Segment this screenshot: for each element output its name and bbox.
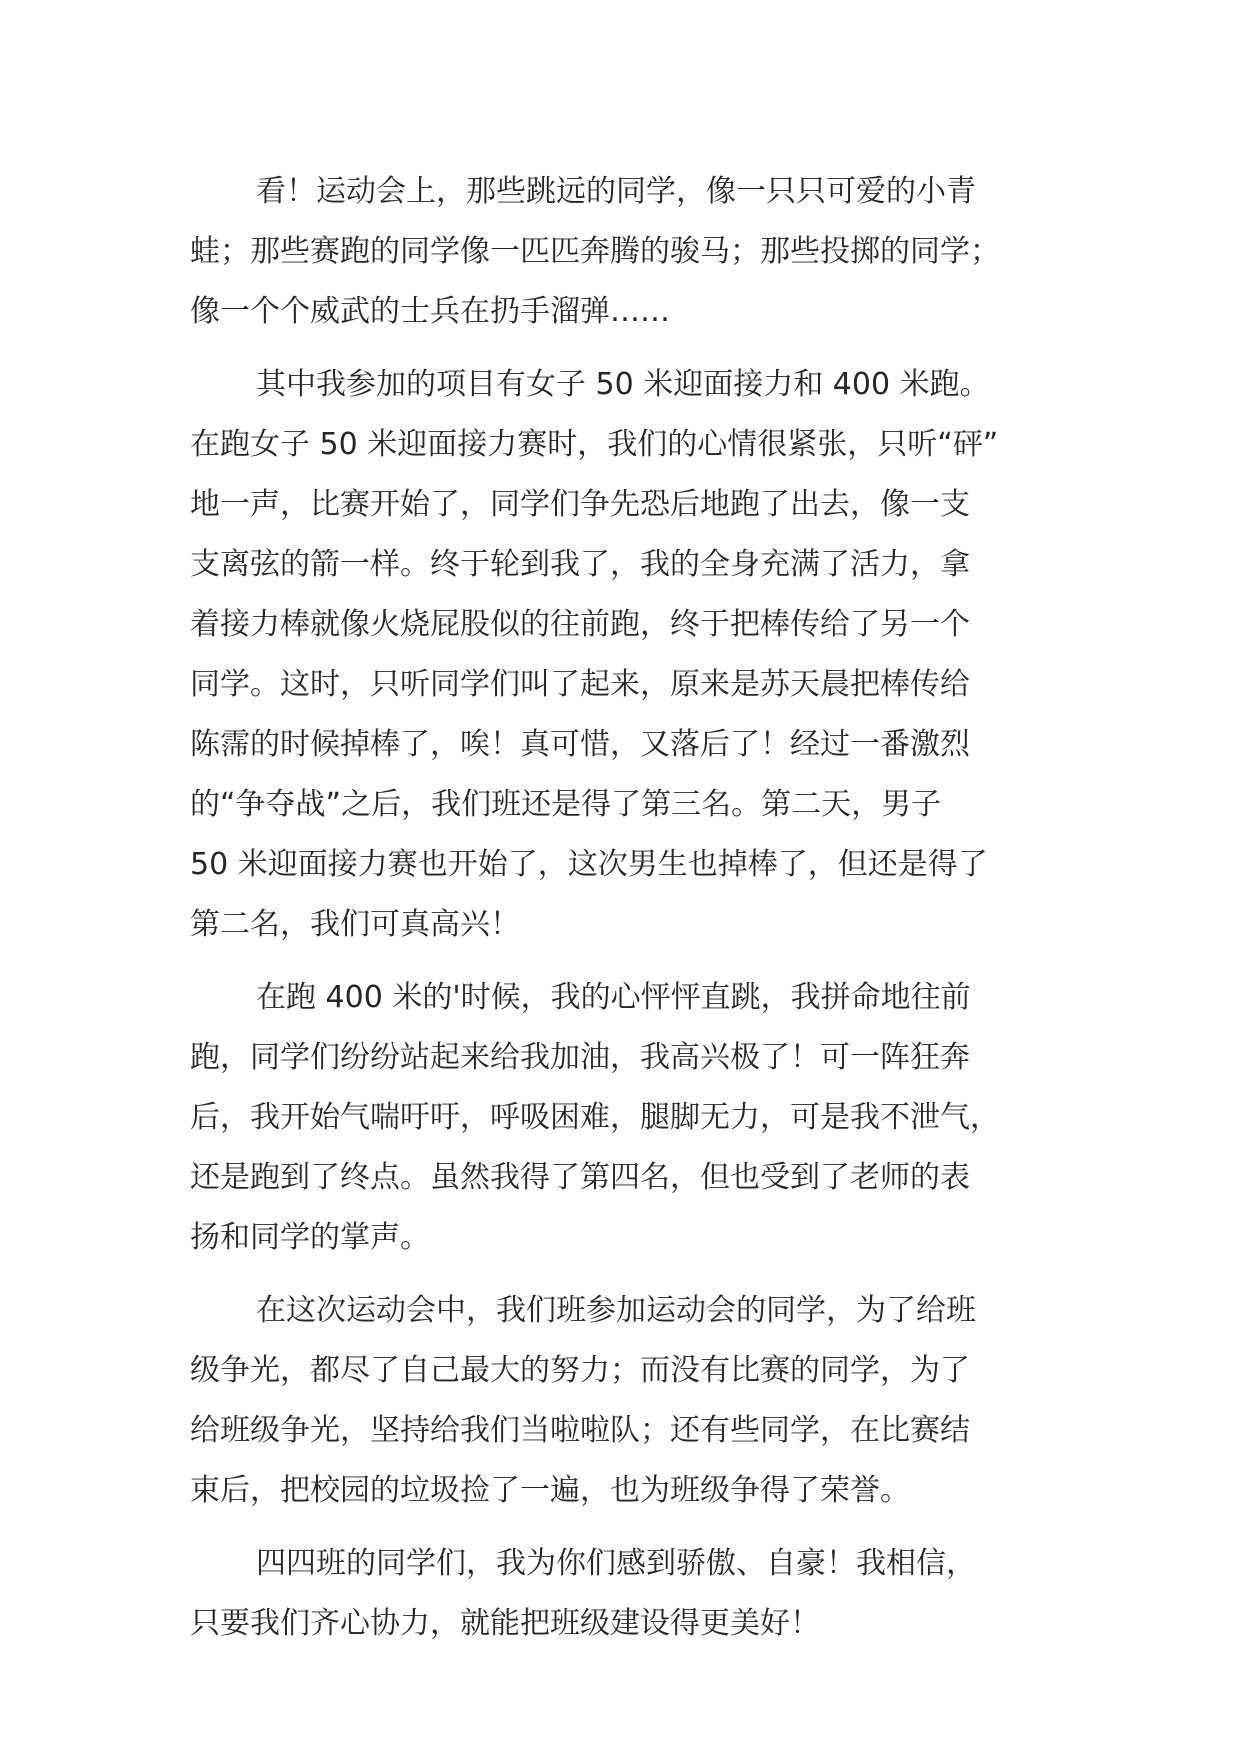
paragraph-line: 第二名，我们可真高兴！ [190, 907, 520, 942]
paragraph-line: 的“争夺战”之后，我们班还是得了第三名。第二天，男子 [190, 787, 942, 822]
paragraph-4 [190, 1281, 1090, 1521]
paragraph-gap [190, 1268, 1090, 1281]
paragraph-line: 只要我们齐心协力，就能把班级建设得更美好！ [190, 1606, 820, 1641]
paragraph-line: 还是跑到了终点。虽然我得了第四名，但也受到了老师的表 [190, 1160, 970, 1195]
paragraph-line: 其中我参加的项目有女子 50 米迎面接力和 400 米跑。 [256, 367, 990, 402]
paragraph-line: 着接力棒就像火烧屁股似的往前跑，终于把棒传给了另一个 [190, 607, 970, 642]
paragraph-line: 给班级争光，坚持给我们当啦啦队；还有些同学，在比赛结 [190, 1413, 970, 1448]
paragraph-gap [190, 955, 1090, 968]
paragraph-line: 50 米迎面接力赛也开始了，这次男生也掉棒了，但还是得了 [190, 847, 988, 882]
paragraph-line: 像一个个威武的士兵在扔手溜弹…… [190, 294, 670, 329]
paragraph-line: 在跑女子 50 米迎面接力赛时，我们的心情很紧张，只听“砰” [190, 427, 999, 462]
paragraph-line: 同学。这时，只听同学们叫了起来，原来是苏天晨把棒传给 [190, 667, 970, 702]
essay-body [190, 162, 1090, 1654]
paragraph-line: 在这次运动会中，我们班参加运动会的同学，为了给班 [256, 1293, 976, 1328]
paragraph-gap [190, 1521, 1090, 1534]
paragraph-gap [190, 342, 1090, 355]
paragraph-line: 四四班的同学们，我为你们感到骄傲、自豪！我相信， [256, 1546, 976, 1581]
paragraph-2 [190, 355, 1090, 955]
paragraph-line: 扬和同学的掌声。 [190, 1220, 430, 1255]
paragraph-line: 蛙；那些赛跑的同学像一匹匹奔腾的骏马；那些投掷的同学； [190, 234, 1000, 269]
paragraph-line: 在跑 400 米的'时候，我的心怦怦直跳，我拼命地往前 [256, 980, 971, 1015]
paragraph-3 [190, 968, 1090, 1268]
paragraph-line: 陈霈的时候掉棒了，唉！真可惜，又落后了！经过一番激烈 [190, 727, 970, 762]
paragraph-line: 看！运动会上，那些跳远的同学，像一只只可爱的小青 [256, 174, 976, 209]
paragraph-line: 跑，同学们纷纷站起来给我加油，我高兴极了！可一阵狂奔 [190, 1040, 970, 1075]
paragraph-5 [190, 1534, 1090, 1654]
paragraph-line: 级争光，都尽了自己最大的努力；而没有比赛的同学，为了 [190, 1353, 970, 1388]
paragraph-1 [190, 162, 1090, 342]
paragraph-line: 地一声，比赛开始了，同学们争先恐后地跑了出去，像一支 [190, 487, 970, 522]
paragraph-line: 支离弦的箭一样。终于轮到我了，我的全身充满了活力，拿 [190, 547, 970, 582]
paragraph-line: 后，我开始气喘吁吁，呼吸困难，腿脚无力，可是我不泄气， [190, 1100, 1000, 1135]
paragraph-line: 束后，把校园的垃圾捡了一遍，也为班级争得了荣誉。 [190, 1473, 910, 1508]
